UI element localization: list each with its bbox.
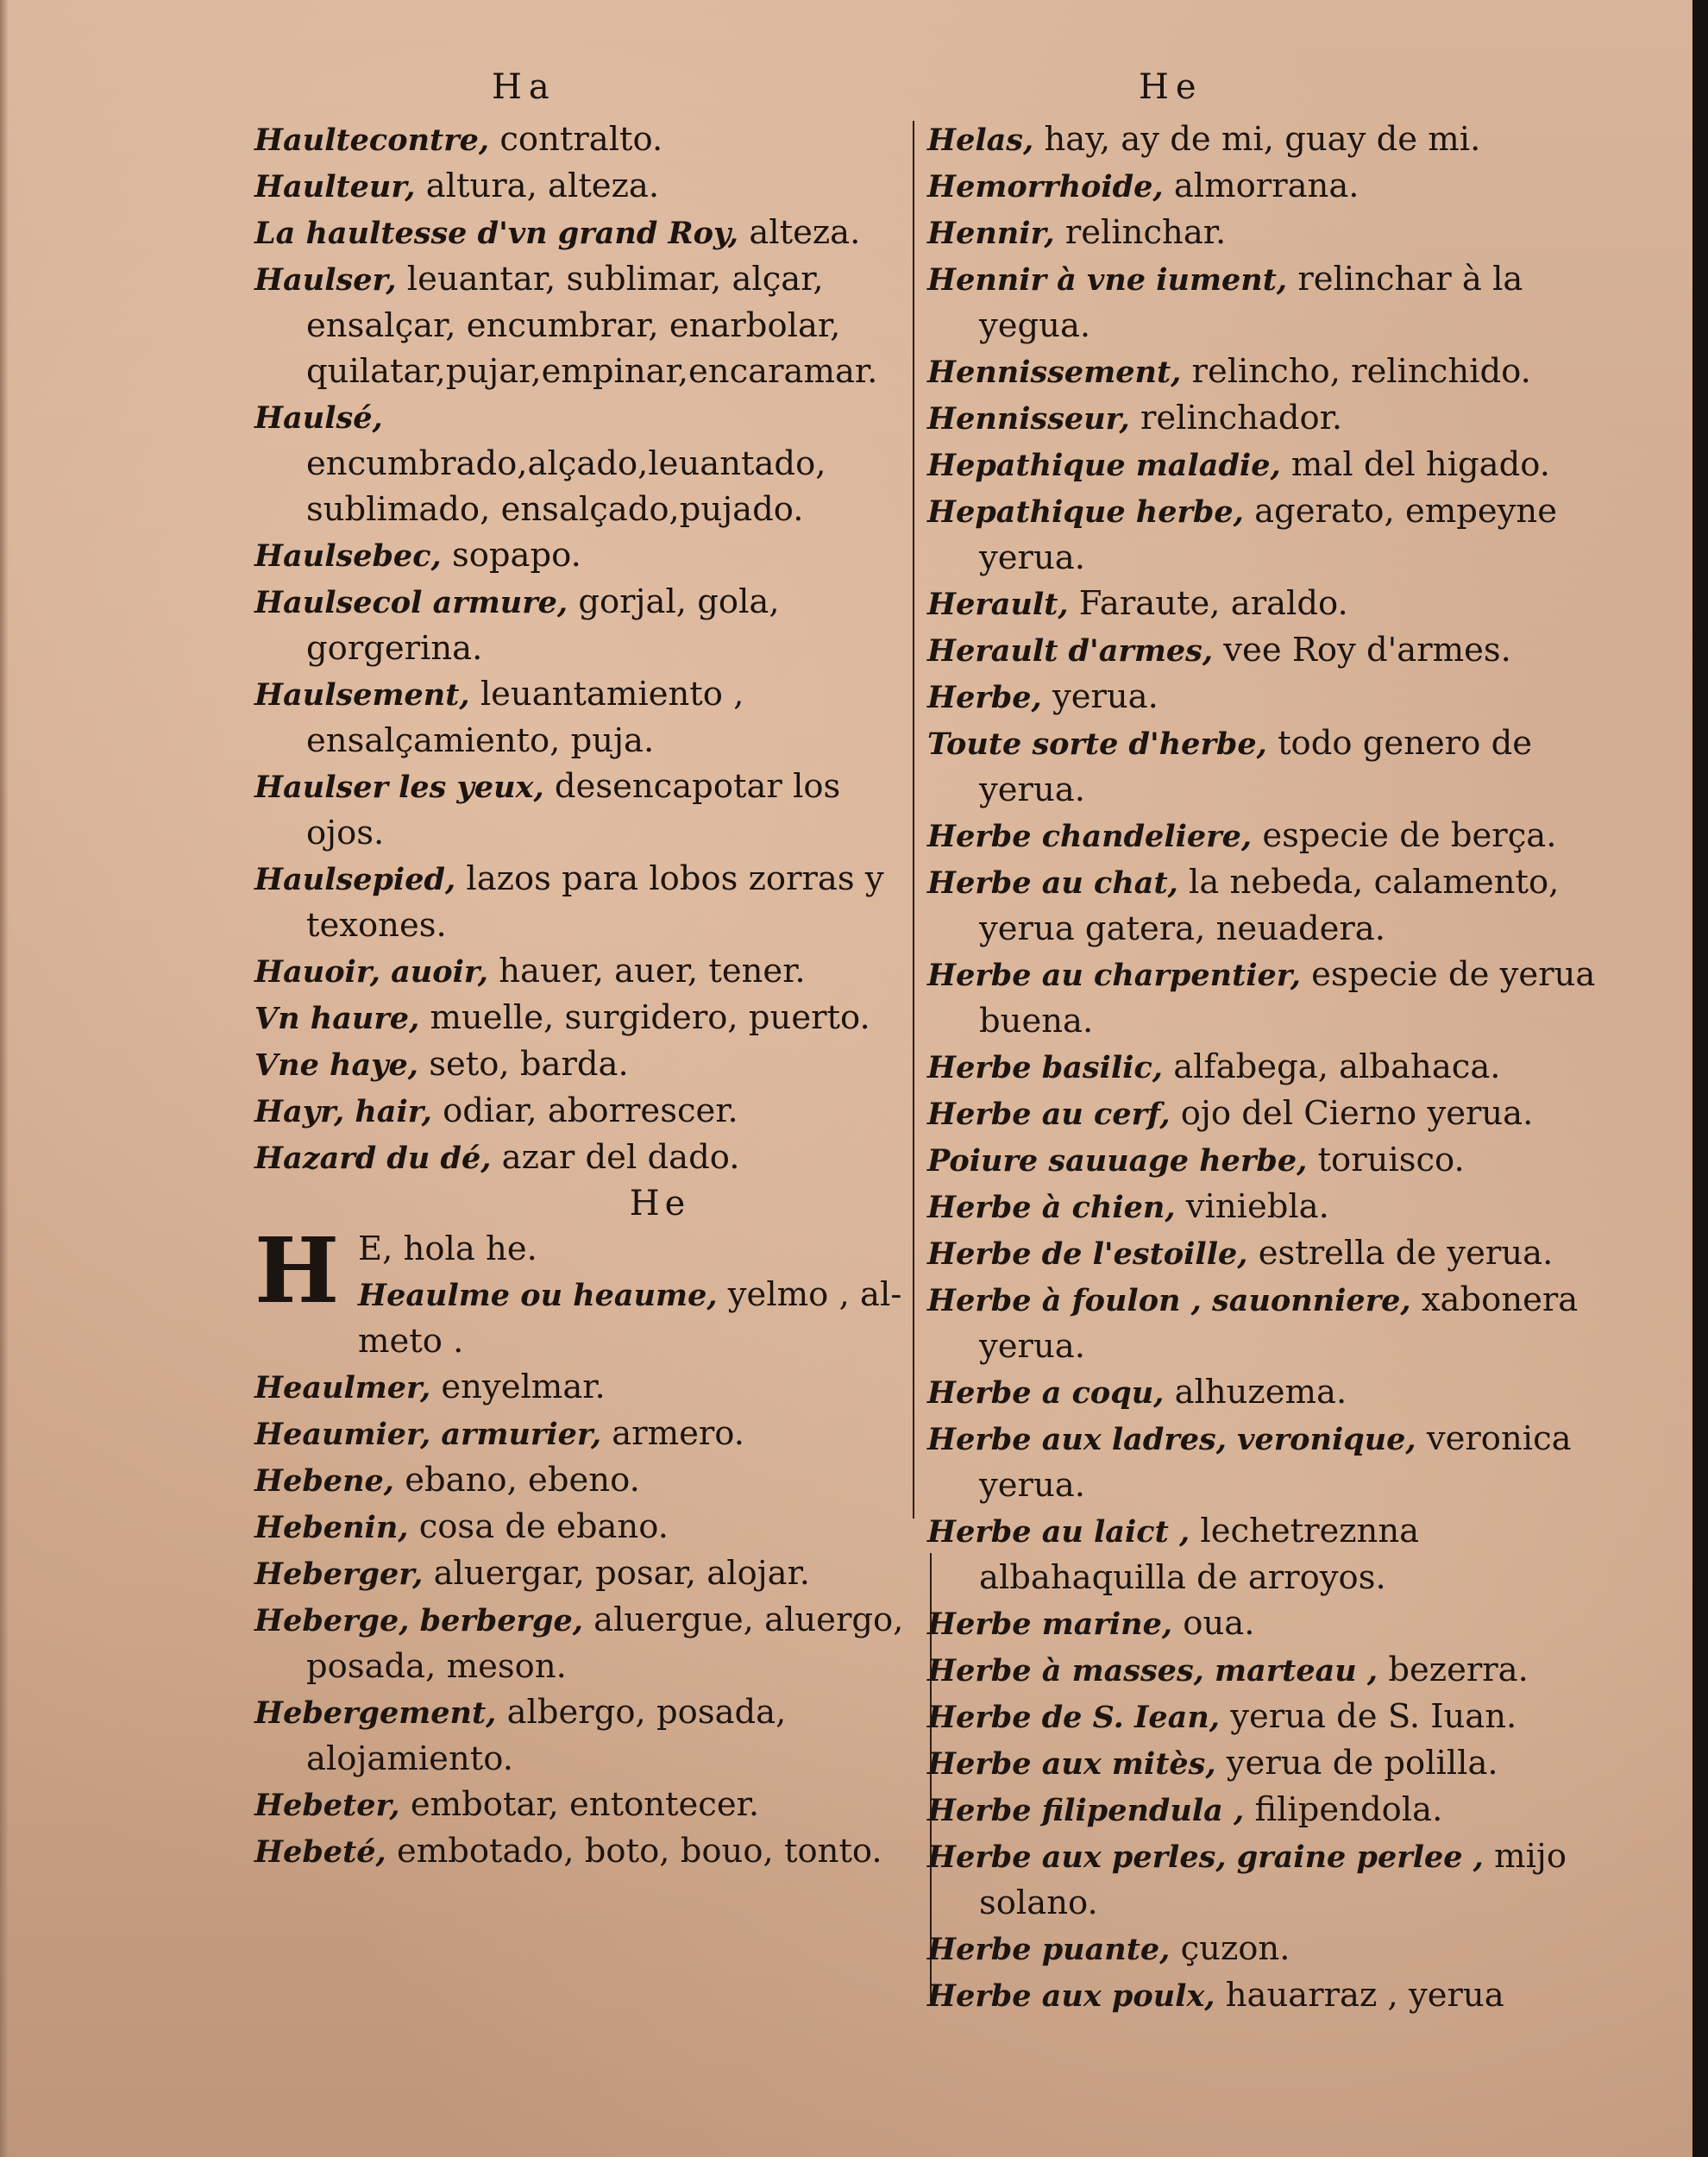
definition: leuantamiento , ensalçamiento, puja. <box>306 675 744 760</box>
definition: xabonera yerua. <box>979 1280 1579 1366</box>
definition: vee Roy d'armes. <box>1213 631 1511 670</box>
definition: mal del higado. <box>1280 445 1551 484</box>
dictionary-entry <box>254 163 910 210</box>
headword: Hebergement, <box>254 1695 497 1731</box>
definition: especie de berça. <box>1252 816 1557 855</box>
definition: toruisco. <box>1307 1141 1465 1179</box>
headword: Herault d'armes, <box>927 633 1214 669</box>
headword: Herbe au cerf, <box>927 1097 1171 1132</box>
dictionary-entry <box>927 349 1600 395</box>
definition: filipendola. <box>1244 1790 1443 1829</box>
headword: Heaulme ou heaume, <box>358 1278 718 1313</box>
headword: Herbe aux ladres, veronique, <box>927 1422 1416 1457</box>
definition: odiar, aborrescer. <box>431 1091 738 1130</box>
dictionary-entry <box>927 1833 1600 1926</box>
headword: Herbe basilic, <box>927 1050 1163 1085</box>
headword: Vne haye, <box>254 1047 418 1083</box>
dictionary-entry <box>254 1782 910 1828</box>
headword: Herbe de l'estoille, <box>927 1236 1248 1272</box>
definition: hauarraz , yerua <box>1215 1976 1504 2015</box>
dictionary-entry <box>927 1740 1600 1787</box>
dictionary-entry <box>254 116 910 163</box>
definition: relincho, relinchido. <box>1181 352 1531 391</box>
dictionary-entry <box>254 1550 910 1597</box>
dictionary-entry <box>927 1091 1600 1137</box>
headword: Haulteur, <box>254 169 416 204</box>
headword: Herbe à foulon , sauonniere, <box>927 1283 1411 1318</box>
section-subheading: He <box>629 1184 691 1223</box>
right-entries <box>927 116 1600 2019</box>
headword: Hennisseur, <box>927 401 1130 437</box>
definition: relinchador. <box>1129 399 1343 437</box>
definition: cosa de ebano. <box>408 1507 669 1546</box>
dictionary-entry <box>927 1044 1600 1091</box>
definition: yelmo , al- <box>717 1275 902 1314</box>
definition: encumbrado,alçado,leuantado, sublimado, ensalçado,pujado. <box>306 444 826 529</box>
headword: Vn haure, <box>254 1001 420 1036</box>
definition: alfabega, albahaca. <box>1162 1047 1501 1086</box>
headword: Hennissement, <box>927 355 1182 390</box>
definition: armero. <box>601 1414 745 1453</box>
dictionary-entry <box>927 1508 1600 1600</box>
headword: Haulsepied, <box>254 862 456 897</box>
left-entries-before <box>254 116 910 1181</box>
dictionary-entry <box>254 1504 910 1550</box>
headword: Herbe chandeliere, <box>927 819 1253 854</box>
dictionary-entry <box>254 1597 910 1689</box>
definition: viniebla. <box>1175 1187 1329 1226</box>
right-column <box>927 116 1600 2019</box>
definition: yerua de polilla. <box>1215 1744 1498 1783</box>
dictionary-entry <box>927 627 1600 674</box>
headword: Hebenin, <box>254 1510 409 1545</box>
headword: Hennir à vne iument, <box>927 262 1288 298</box>
definition: aluergar, posar, alojar. <box>423 1554 811 1593</box>
definition: relinchar. <box>1054 213 1227 252</box>
dictionary-entry <box>927 1230 1600 1277</box>
dropcap-line1: E, hola he. <box>358 1229 537 1268</box>
dictionary-entry <box>927 1926 1600 1972</box>
dictionary-entry <box>927 1972 1600 2019</box>
definition: embotar, entontecer. <box>399 1785 760 1824</box>
dropcap-entry <box>254 1217 910 1364</box>
dropcap-line2 <box>306 1272 910 1318</box>
headword: Haulser, <box>254 262 397 298</box>
headword: Hazard du dé, <box>254 1141 492 1176</box>
dictionary-entry <box>254 1364 910 1411</box>
dictionary-entry <box>254 671 910 764</box>
headword: Herbe, <box>927 680 1042 715</box>
dictionary-entry <box>927 442 1600 488</box>
definition: bezerra. <box>1378 1651 1529 1689</box>
definition: ojo del Cierno yerua. <box>1170 1094 1534 1133</box>
definition: oua. <box>1172 1604 1255 1643</box>
dictionary-entry <box>254 256 910 394</box>
headword: Herbe marine, <box>927 1607 1173 1642</box>
definition: yerua de S. Iuan. <box>1219 1697 1517 1736</box>
headword: Heaumier, armurier, <box>254 1417 602 1452</box>
dictionary-entry <box>254 1041 910 1088</box>
dictionary-entry <box>254 1088 910 1135</box>
left-column <box>254 116 910 1875</box>
definition: lechetreznna albahaquilla de arroyos. <box>979 1512 1420 1597</box>
definition: ebano, ebeno. <box>393 1461 640 1500</box>
definition: desencapotar los ojos. <box>306 767 841 852</box>
dictionary-entry <box>927 1647 1600 1694</box>
definition: muelle, surgidero, puerto. <box>419 998 870 1037</box>
dictionary-entry <box>254 1411 910 1457</box>
headword: Hauoir, auoir, <box>254 954 488 990</box>
dictionary-entry <box>254 1135 910 1181</box>
definition: alteza. <box>738 213 861 252</box>
definition: contralto. <box>489 120 663 159</box>
dictionary-entry <box>927 210 1600 256</box>
definition: todo genero de yerua. <box>979 724 1533 809</box>
headword: Hebeter, <box>254 1788 400 1823</box>
headword: Haulser les yeux, <box>254 770 544 805</box>
dictionary-entry <box>927 952 1600 1044</box>
headword: Herbe filipendula , <box>927 1793 1245 1828</box>
dictionary-entry <box>254 210 910 256</box>
headword: Haulsecol armure, <box>254 585 568 620</box>
dictionary-entry <box>254 532 910 579</box>
definition: relinchar à la yegua. <box>979 260 1523 345</box>
dictionary-entry <box>927 720 1600 813</box>
headword: Herbe au laict , <box>927 1514 1190 1550</box>
dictionary-entry <box>927 1277 1600 1369</box>
headword: Heberger, <box>254 1556 424 1592</box>
definition: albergo, posada, alojamiento. <box>306 1693 787 1778</box>
page-right-edge <box>1692 0 1708 2157</box>
headword: Haulsement, <box>254 677 470 713</box>
headword: Hennir, <box>927 216 1055 251</box>
headword: Herbe puante, <box>927 1932 1171 1967</box>
dropcap-line3: meto . <box>358 1322 464 1361</box>
column-divider <box>913 121 914 1519</box>
dictionary-entry <box>254 1828 910 1875</box>
headword: Herbe aux perles, graine perlee , <box>927 1839 1484 1875</box>
definition: mijo solano. <box>979 1837 1567 1922</box>
definition: especie de yerua buena. <box>979 955 1596 1041</box>
dictionary-entry <box>927 581 1600 627</box>
definition: aluergue, aluergo, posada, meson. <box>306 1600 904 1686</box>
definition: azar del dado. <box>491 1138 740 1177</box>
headword: Herbe aux mitès, <box>927 1746 1216 1782</box>
headword: Haultecontre, <box>254 123 490 158</box>
dictionary-entry <box>254 394 910 532</box>
headword: Herault, <box>927 587 1069 622</box>
dictionary-entry <box>927 1137 1600 1184</box>
left-entries-after <box>254 1364 910 1875</box>
dictionary-entry <box>927 163 1600 210</box>
dictionary-entry <box>927 395 1600 442</box>
headword: Poiure sauuage herbe, <box>927 1143 1308 1179</box>
dictionary-entry <box>927 813 1600 859</box>
headword: Hepathique maladie, <box>927 448 1281 483</box>
headword: Herbe a coqu, <box>927 1375 1165 1411</box>
headword: Heaulmer, <box>254 1370 431 1406</box>
headword: Helas, <box>927 123 1034 158</box>
definition: embotado, boto, bouo, tonto. <box>386 1832 882 1871</box>
definition: hay, ay de mi, guay de mi. <box>1033 120 1481 159</box>
dictionary-entry <box>927 1694 1600 1740</box>
headword: Toute sorte d'herbe, <box>927 726 1267 762</box>
definition: la nebeda, calamento, yerua gatera, neuadera. <box>979 863 1560 948</box>
headword: Hayr, hair, <box>254 1094 432 1129</box>
page-left-edge <box>0 0 9 2157</box>
dictionary-entry <box>254 579 910 671</box>
dictionary-entry <box>927 116 1600 163</box>
headword: Hebeté, <box>254 1834 386 1870</box>
dictionary-entry <box>254 1457 910 1504</box>
headword: Haulsebec, <box>254 538 442 574</box>
headword: Herbe de S. Iean, <box>927 1700 1220 1735</box>
dictionary-entry <box>927 256 1600 349</box>
dictionary-entry <box>927 859 1600 952</box>
headword: Herbe aux poulx, <box>927 1978 1215 2014</box>
dictionary-entry <box>927 488 1600 581</box>
definition: altura, alteza. <box>415 167 660 205</box>
definition: seto, barda. <box>418 1045 629 1084</box>
headword: Hemorrhoide, <box>927 169 1164 204</box>
definition: gorjal, gola, gorgerina. <box>306 582 780 668</box>
dictionary-entry <box>927 1369 1600 1416</box>
headword: Herbe au chat, <box>927 865 1178 901</box>
definition: yerua. <box>1041 677 1159 716</box>
dictionary-entry <box>927 1184 1600 1230</box>
dictionary-entry <box>927 1600 1600 1647</box>
headword: Haulsé, <box>254 400 383 436</box>
dictionary-entry <box>254 856 910 948</box>
definition: hauer, auer, tener. <box>487 952 806 990</box>
dictionary-entry <box>927 1416 1600 1508</box>
headword: La haultesse d'vn grand Roy, <box>254 216 739 251</box>
definition: alhuzema. <box>1164 1373 1347 1412</box>
definition: agerato, empeyne yerua. <box>979 492 1558 577</box>
headword: Herbe au charpentier, <box>927 958 1301 993</box>
definition: Faraute, araldo. <box>1068 584 1348 623</box>
dictionary-entry <box>254 948 910 995</box>
dictionary-entry <box>927 674 1600 720</box>
definition: sopapo. <box>441 536 581 575</box>
headword: Herbe à masses, marteau , <box>927 1653 1378 1688</box>
headword: Hepathique herbe, <box>927 494 1244 530</box>
definition: estrella de yerua. <box>1247 1234 1554 1273</box>
dropcap-letter: H <box>254 1217 340 1324</box>
definition: lazos para lobos zorras y texones. <box>306 859 884 945</box>
headword: Herbe à chien, <box>927 1190 1176 1225</box>
definition: leuantar, sublimar, alçar, ensalçar, encumbrar, enarbolar, quilatar,pujar,empinar,encaramar. <box>306 260 878 391</box>
definition: enyelmar. <box>430 1368 606 1406</box>
dictionary-entry <box>927 1787 1600 1833</box>
dictionary-entry <box>254 1689 910 1782</box>
dictionary-entry <box>254 764 910 856</box>
headword: Heberge, berberge, <box>254 1603 583 1638</box>
definition: çuzon. <box>1170 1929 1290 1968</box>
right-column-header: He <box>1139 67 1203 107</box>
dictionary-entry <box>254 995 910 1041</box>
left-column-header: Ha <box>492 67 556 107</box>
definition: veronica yerua. <box>979 1419 1572 1505</box>
headword: Hebene, <box>254 1463 394 1499</box>
definition: almorrana. <box>1163 167 1359 205</box>
